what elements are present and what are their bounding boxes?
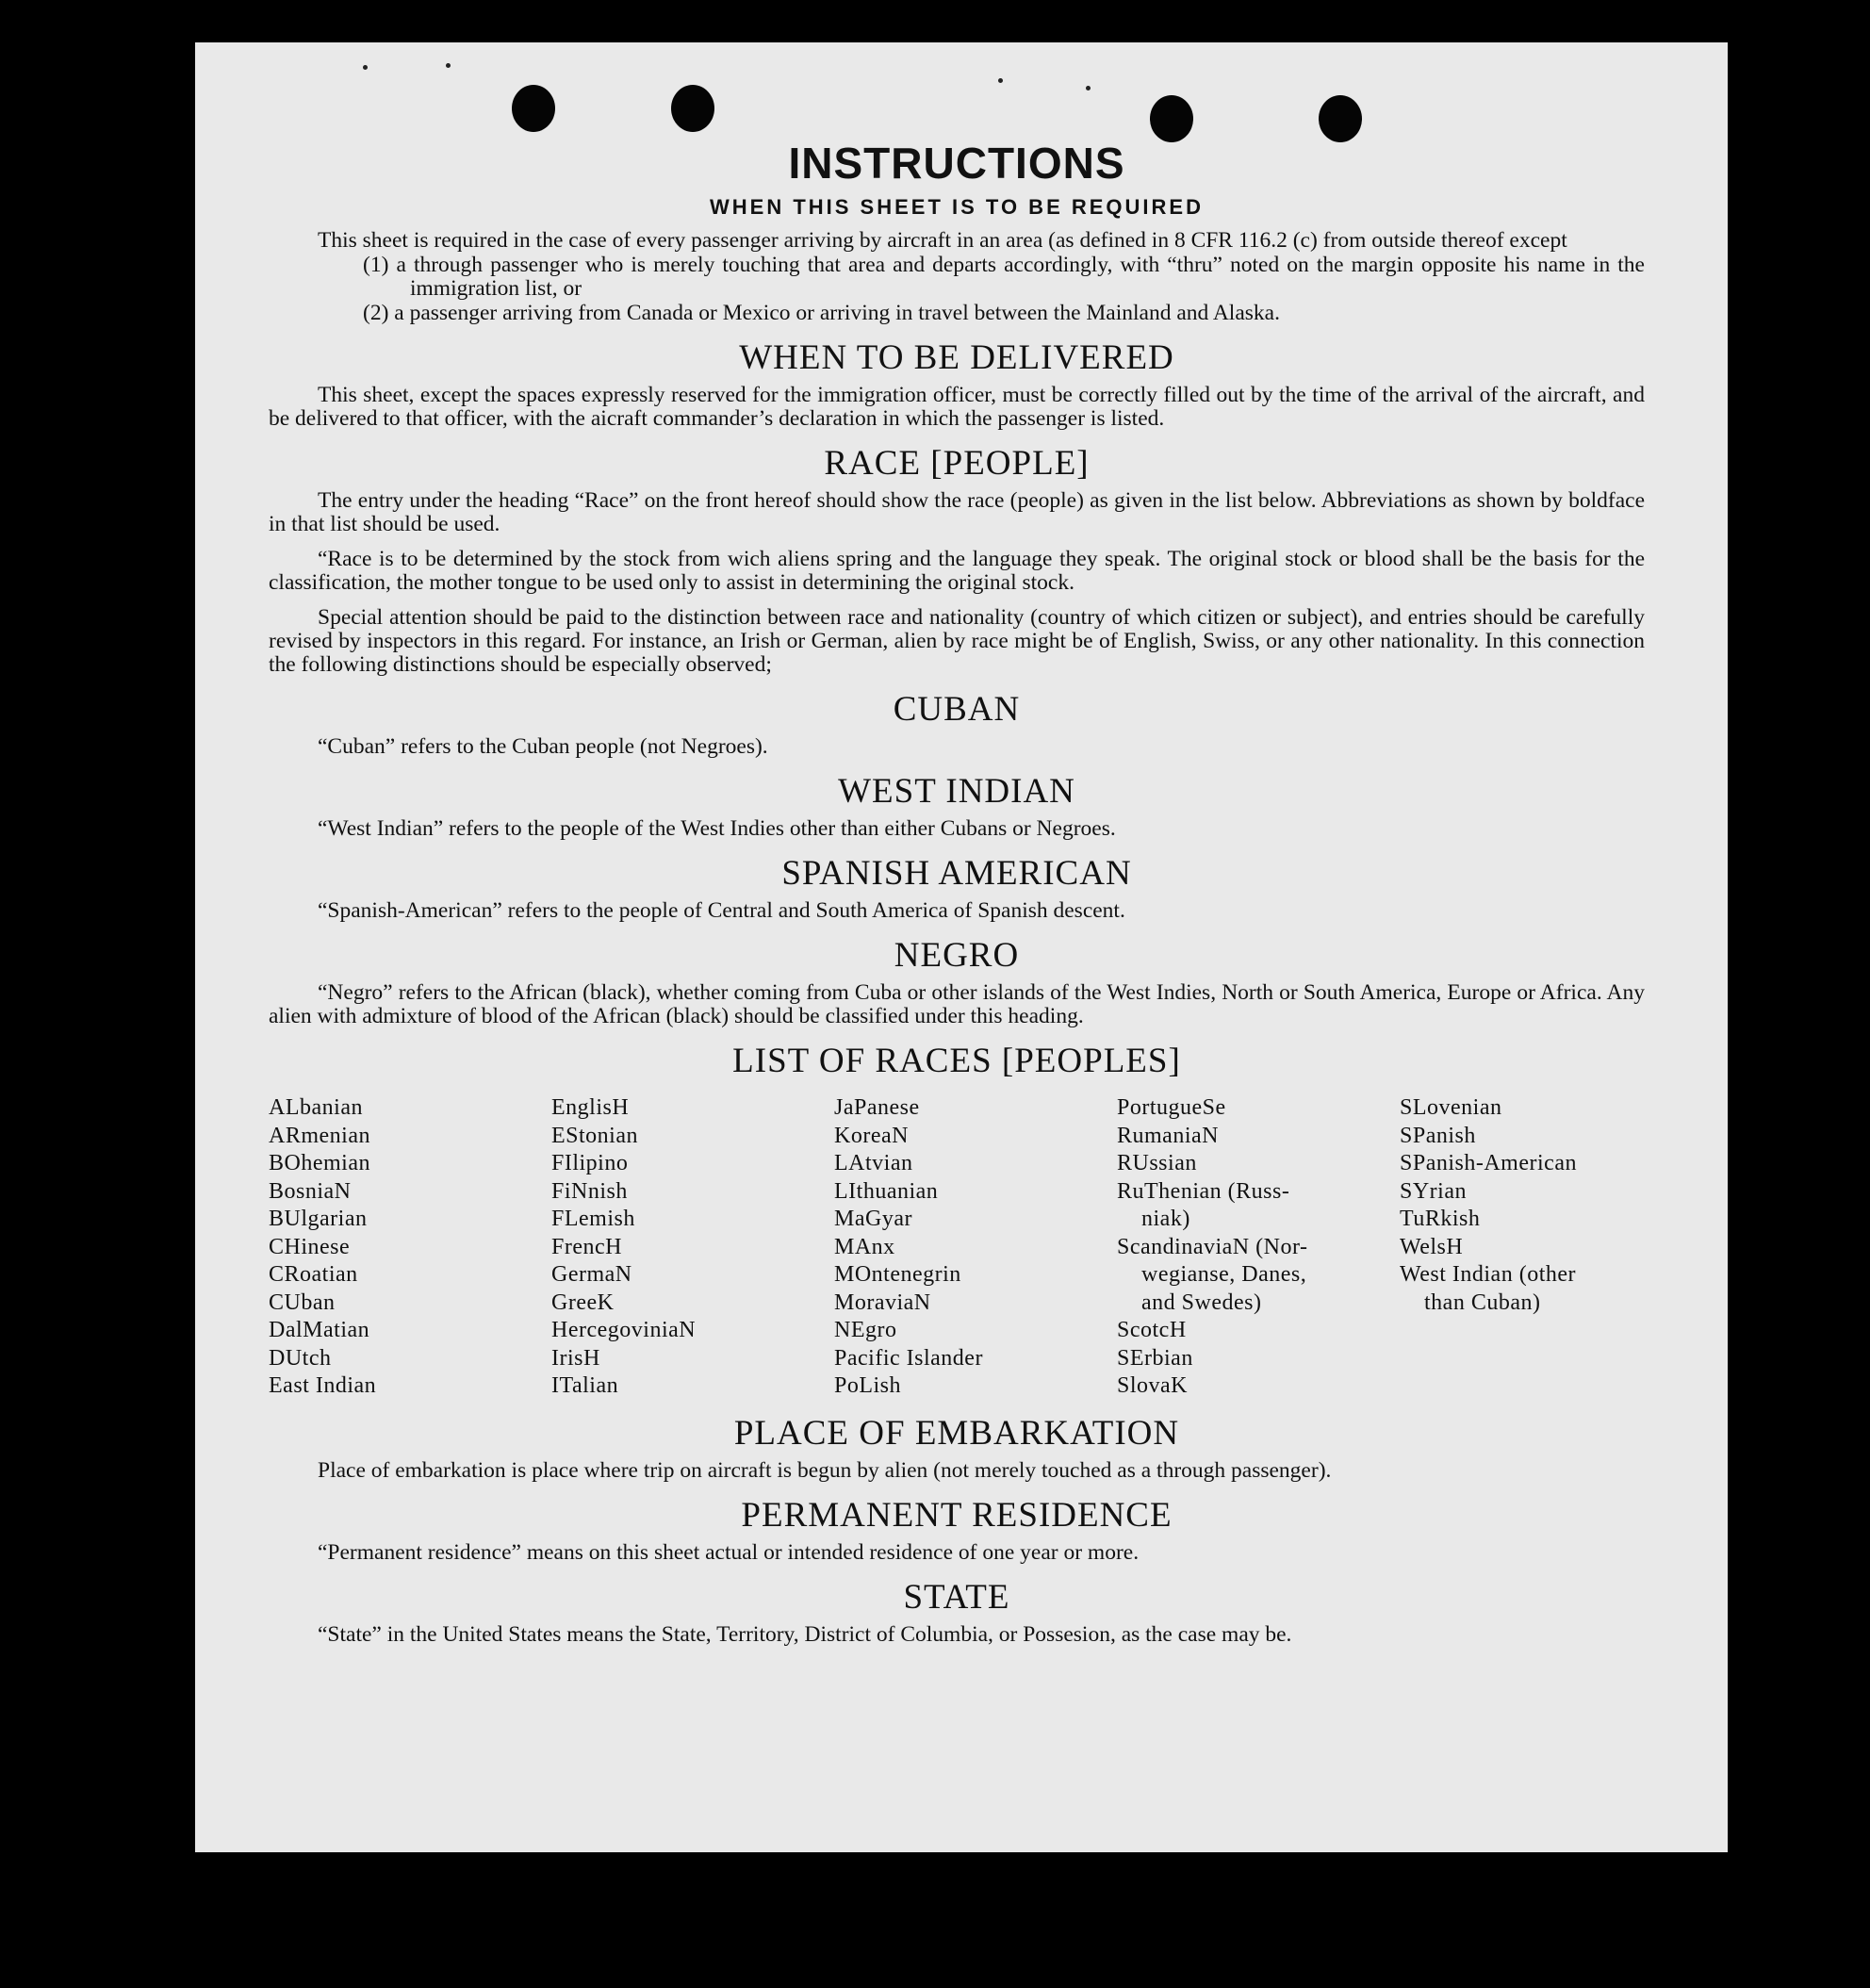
instructions-content xyxy=(269,137,1645,1647)
required-item-1: (1) a through passenger who is merely touching that area and departs accordingly, with “thru” noted on the margin opposite his name in the immigration list, or xyxy=(363,253,1645,301)
races-column-4 xyxy=(1117,1094,1400,1401)
race-paragraph-3: Special attention should be paid to the distinction between race and nationality (country of which citizen or subject), and entries should be carefully revised by inspectors in this regard. For instance, an Irish or German, alien by race might be of English, Swiss, or any other nationality. In this connection the following distinctions should be especially observed; xyxy=(269,605,1645,677)
race-item: EnglisH xyxy=(551,1095,630,1120)
cuban-text: “Cuban” refers to the Cuban people (not Negroes). xyxy=(318,734,768,759)
page-title: INSTRUCTIONS xyxy=(788,139,1125,188)
punch-hole xyxy=(1150,95,1193,142)
spanish-american-heading: SPANISH AMERICAN xyxy=(781,854,1132,893)
residence-text: “Permanent residence” means on this sheet actual or intended residence of one year or more. xyxy=(318,1539,1140,1565)
race-item: PortugueSe xyxy=(1117,1095,1226,1120)
race-item: HercegoviniaN xyxy=(551,1318,697,1342)
race-item: TuRkish xyxy=(1400,1207,1481,1231)
negro-text: “Negro” refers to the African (black), whether coming from Cuba or other islands of the West Indies, North or South America, Europe or Africa. Any alien with admixture of blood of the African (black) should be classified under this heading. xyxy=(269,980,1645,1028)
races-column-2 xyxy=(551,1094,834,1401)
race-paragraph-2: “Race is to be determined by the stock from wich aliens spring and the language they speak. The original stock or blood shall be the basis for the classification, the mother tongue to be used only to assist in determining the original stock. xyxy=(269,547,1645,595)
race-item-continued: niak) xyxy=(1141,1207,1190,1231)
race-item-continued: than Cuban) xyxy=(1424,1290,1541,1315)
races-heading: LIST OF RACES [PEOPLES] xyxy=(732,1042,1181,1080)
race-item: SlovaK xyxy=(1117,1373,1188,1398)
race-item: RUssian xyxy=(1117,1151,1197,1175)
west-indian-text: “West Indian” refers to the people of the West Indies other than either Cubans or Negroes. xyxy=(318,816,1116,841)
speck xyxy=(998,78,1003,83)
required-item-2: (2) a passenger arriving from Canada or Mexico or arriving in travel between the Mainland and Alaska. xyxy=(363,301,1280,325)
race-item-continued: wegianse, Danes, xyxy=(1141,1262,1307,1287)
race-item: East Indian xyxy=(269,1373,377,1398)
race-item: West Indian (other xyxy=(1400,1262,1577,1287)
race-item: ARmenian xyxy=(269,1123,370,1148)
race-item: FiNnish xyxy=(551,1178,628,1204)
west-indian-heading: WEST INDIAN xyxy=(838,772,1075,811)
race-item-continued: and Swedes) xyxy=(1141,1290,1262,1315)
punch-hole xyxy=(512,85,555,132)
race-item: SPanish xyxy=(1400,1123,1476,1148)
race-item: CUban xyxy=(269,1290,336,1315)
state-text: “State” in the United States means the State, Territory, District of Columbia, or Possesion, as the case may be. xyxy=(318,1621,1292,1647)
race-item: NEgro xyxy=(834,1318,897,1342)
race-item: CRoatian xyxy=(269,1262,358,1287)
race-heading: RACE [PEOPLE] xyxy=(824,444,1090,483)
embarkation-text: Place of embarkation is place where trip on aircraft is begun by alien (not merely touched as a through passenger). xyxy=(318,1457,1332,1483)
races-column-1 xyxy=(269,1094,551,1401)
race-item: GermaN xyxy=(551,1262,632,1287)
race-paragraph-1: The entry under the heading “Race” on the front hereof should show the race (people) as given in the list below. Abbreviations as shown by boldface in that list should be used. xyxy=(269,488,1645,536)
state-heading: STATE xyxy=(903,1577,1010,1617)
race-item: MAnx xyxy=(834,1234,895,1259)
race-item: PoLish xyxy=(834,1373,902,1398)
spanish-american-text: “Spanish-American” refers to the people of Central and South America of Spanish descent. xyxy=(318,898,1125,923)
document-page xyxy=(195,42,1728,1852)
speck xyxy=(446,63,451,68)
race-item: SPanish-American xyxy=(1400,1151,1577,1175)
race-item: CHinese xyxy=(269,1234,351,1259)
race-item: WelsH xyxy=(1400,1234,1464,1259)
race-item: FIlipino xyxy=(551,1151,629,1175)
delivered-text: This sheet, except the spaces expressly reserved for the immigration officer, must be correctly filled out by the time of the arrival of the aircraft, and be delivered to that officer, with the aicraft commander’s declaration in which the passenger is listed. xyxy=(269,383,1645,431)
speck xyxy=(363,65,368,70)
race-item: BosniaN xyxy=(269,1178,352,1204)
race-item: SLovenian xyxy=(1400,1095,1502,1120)
residence-heading: PERMANENT RESIDENCE xyxy=(741,1495,1173,1535)
punch-hole xyxy=(671,85,714,132)
race-item: EStonian xyxy=(551,1123,638,1148)
race-item: FLemish xyxy=(551,1207,635,1231)
race-item: FrencH xyxy=(551,1234,622,1259)
race-item: MaGyar xyxy=(834,1207,912,1231)
race-item: DUtch xyxy=(269,1345,332,1371)
negro-heading: NEGRO xyxy=(894,936,1020,975)
races-column-5 xyxy=(1400,1094,1645,1401)
race-item: ScandinaviaN (Nor- xyxy=(1117,1234,1308,1259)
races-list xyxy=(269,1094,1645,1401)
race-item: ScotcH xyxy=(1117,1318,1187,1342)
punch-hole xyxy=(1319,95,1362,142)
race-item: ALbanian xyxy=(269,1095,363,1120)
race-item: KoreaN xyxy=(834,1123,909,1148)
race-item: SYrian xyxy=(1400,1178,1467,1204)
race-item: BUlgarian xyxy=(269,1207,368,1231)
race-item: BOhemian xyxy=(269,1151,370,1175)
cuban-heading: CUBAN xyxy=(893,690,1021,729)
race-item: ITalian xyxy=(551,1373,619,1398)
race-item: JaPanese xyxy=(834,1095,920,1120)
race-item: IrisH xyxy=(551,1345,600,1371)
embarkation-heading: PLACE OF EMBARKATION xyxy=(733,1413,1180,1453)
race-item: MoraviaN xyxy=(834,1290,931,1315)
race-item: RumaniaN xyxy=(1117,1123,1219,1148)
race-item: SErbian xyxy=(1117,1345,1193,1371)
race-item: LAtvian xyxy=(834,1151,913,1175)
race-item: Pacific Islander xyxy=(834,1345,983,1371)
race-item: DalMatian xyxy=(269,1318,370,1342)
required-intro: This sheet is required in the case of every passenger arriving by aircraft in an area (as defined in 8 CFR 116.2 (c) from outside thereof except xyxy=(318,228,1567,253)
race-item: GreeK xyxy=(551,1290,615,1315)
speck xyxy=(1086,86,1091,90)
delivered-heading: WHEN TO BE DELIVERED xyxy=(739,338,1174,377)
page-subtitle: WHEN THIS SHEET IS TO BE REQUIRED xyxy=(710,195,1204,219)
race-item: MOntenegrin xyxy=(834,1262,961,1287)
race-item: RuThenian (Russ- xyxy=(1117,1178,1290,1204)
race-item: LIthuanian xyxy=(834,1178,939,1204)
races-column-3 xyxy=(834,1094,1117,1401)
